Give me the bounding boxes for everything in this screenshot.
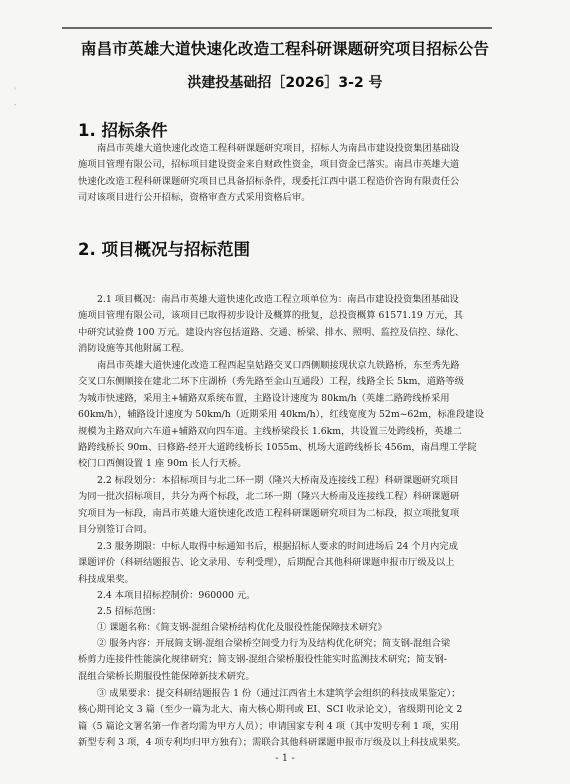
text-line: 2.1 项目概况：南昌市英雄大道快速化改造工程立项单位为：南昌市建设投资集团基础设 (97, 294, 459, 305)
text-line: 混组合梁桥长期服役性能保障新技术研究。 (78, 670, 255, 682)
text-line: 60km/h），辅路设计速度为 50km/h（近期采用 40km/h），红线宽度为 52m~62m，标准段建设 (78, 409, 484, 421)
section-heading-2: 2. 项目概况与招标范围 (78, 240, 250, 259)
scope-item-1 (97, 620, 497, 636)
text-line: 科技成果奖。 (78, 573, 134, 585)
text-line: 目分别签订合同。 (78, 524, 153, 536)
text-line: 篇（5 篇论文署名第一作者均需为甲方人员）；申请国家专利 4 项（其中发明专利 1 项，实用 (78, 720, 460, 732)
text-line: 课题评价（科研结题报告、论文录用、专利受理），后期配合其他科研课题申报市厅级及以上 (78, 557, 455, 569)
text-line: 核心期刊论文 3 篇（至少一篇为北大、南大核心期刊或 EI、SCI 收录论文），省级期刊论文 2 (78, 704, 463, 716)
text-line: ② 服务内容：开展简支钢-混组合梁桥空间受力行为及结构优化研究；简支钢-混组合梁 (97, 638, 451, 649)
text-line: 2.5 招标范围： (97, 606, 162, 617)
document-subtitle: 洪建投基础招［2026］3-2 号 (187, 75, 383, 91)
text-line: 校门口西侧设置 1 座 90m 长人行天桥。 (78, 458, 247, 470)
text-line: 快速化改造工程科研课题研究项目已具备招标条件，现委托江西中谌工程造价咨询有限责任公 (78, 175, 460, 187)
text-line: 2.3 服务期限：中标人取得中标通知书后，根据招标人要求的时间进场后 24 个月内完成 (97, 541, 458, 552)
scope-item-3 (78, 686, 498, 752)
text-line: 为同一批次招标项目，共分为两个标段，北二环一期（隆兴大桥南及连接线工程）科研课题研 (78, 491, 460, 503)
scan-mark: - (14, 101, 17, 109)
document-title: 南昌市英雄大道快速化改造工程科研课题研究项目招标公告 (80, 40, 490, 58)
text-line: ① 课题名称：《简支钢-混组合梁桥结构优化及服役性能保障技术研究》 (97, 622, 387, 633)
paragraph-2-1-description (78, 358, 498, 473)
page-number: - 1 - (275, 753, 295, 764)
paragraph-2-5 (97, 604, 497, 620)
paragraph-2-2 (78, 473, 498, 539)
text-line: 2.4 本项目招标控制价：960000 元。 (97, 590, 256, 601)
paragraph-2-4 (97, 588, 497, 604)
text-line: 施项目管理有限公司，招标项目建设资金来自财政性资金，项目资金已落实。南昌市英雄大道 (78, 159, 460, 171)
text-line: 南昌市英雄大道快速化改造工程西起皇姑路交叉口西侧顺接现状京九铁路桥，东至秀先路 (97, 360, 460, 371)
header-rule (62, 27, 492, 29)
text-line: 究项目为一标段，南昌市英雄大道快速化改造工程科研课题研究项目为二标段，拟立项批复项 (78, 507, 460, 519)
paragraph-2-3 (78, 539, 498, 588)
text-line: 司对该项目进行公开招标，资格审查方式采用资格后审。 (78, 192, 311, 204)
section-1-paragraph (78, 141, 498, 207)
text-line: 施项目管理有限公司，该项目已取得初步设计及概算的批复，总投资概算 61571.19 万元，其 (78, 310, 463, 322)
text-line: 交叉口东侧顺接在建北二环下庄湖桥（秀先路至金山互通段）工程，线路全长 5km，道路等级 (78, 376, 464, 388)
scope-item-2 (78, 636, 498, 685)
text-line: ③ 成果要求：提交科研结题报告 1 份（通过江西省土木建筑学会组织的科技成果鉴定）； (97, 688, 461, 699)
text-line: 新型专利 3 项，4 项专利均归甲方独有）；需联合其他科研课题申报市厅级及以上科技成果奖。 (78, 737, 466, 749)
text-line: 2.2 标段划分：本招标项目与北二环一期（隆兴大桥南及连接线工程）科研课题研究项目 (97, 475, 459, 486)
text-line: 南昌市英雄大道快速化改造工程科研课题研究项目，招标人为南昌市建设投资集团基础设 (97, 143, 460, 154)
text-line: 规模为主路双向六车道+辅路双向四车道。主线桥梁段长 1.6km，共设置三处跨线桥，英雄二 (78, 425, 462, 437)
scan-mark: ' (14, 87, 16, 95)
text-line: 中研究试验费 100 万元。建设内容包括道路、交通、桥梁、排水、照明、监控及信控、绿化、 (78, 326, 465, 338)
section-heading-1: 1. 招标条件 (78, 121, 168, 140)
paragraph-2-1 (78, 292, 498, 358)
text-line: 路跨线桥长 90m、曰修路-经开大道跨线桥长 1055m、机场大道跨线桥长 456m，南昌理工学院 (78, 442, 477, 454)
text-line: 桥剪力连接件性能演化规律研究；简支钢-混组合梁桥服役性能实时监测技术研究；简支钢- (78, 654, 447, 666)
text-line: 消防设施等其他附属工程。 (78, 343, 190, 355)
text-line: 为城市快速路，采用主+辅路双系统布置，主路设计速度为 80km/h（英雄二路跨线桥采用 (78, 392, 450, 404)
